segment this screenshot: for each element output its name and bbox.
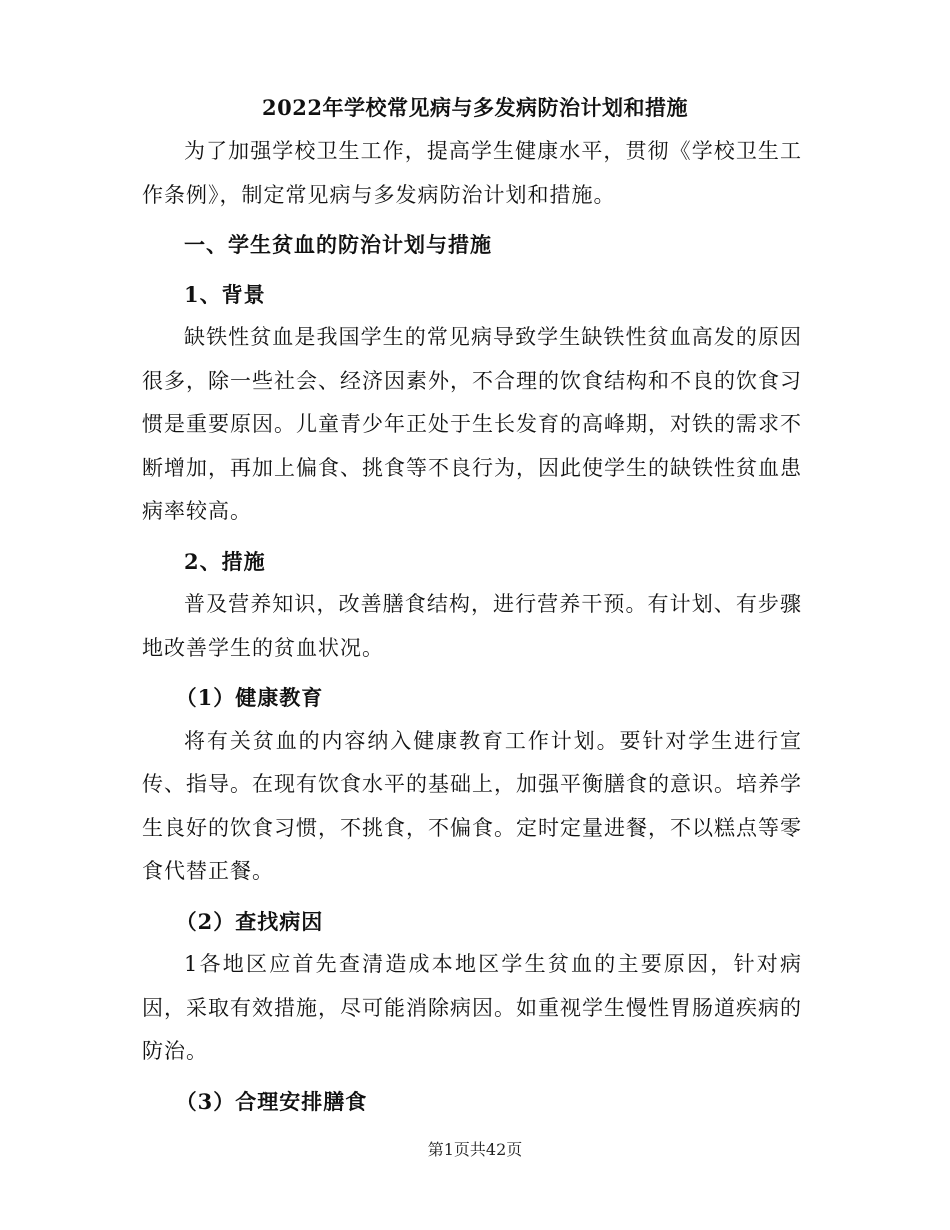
find-cause-paragraph: 1各地区应首先查清造成本地区学生贫血的主要原因，针对病因，采取有效措施，尽可能消除病因。如重视学生慢性胃肠道疾病的防治。 [142, 952, 802, 1063]
document-title: 2022年学校常见病与多发病防治计划和措施 [262, 95, 688, 120]
page-number: 第1页共42页 [427, 1140, 523, 1159]
diet-heading: （3）合理安排膳食 [175, 1088, 368, 1114]
health-education-heading: （1）健康教育 [175, 685, 324, 710]
find-cause-heading: （2）查找病因 [175, 908, 324, 934]
measures-paragraph: 普及营养知识，改善膳食结构，进行营养干预。有计划、有步骤地改善学生的贫血状况。 [142, 592, 802, 660]
health-education-paragraph: 将有关贫血的内容纳入健康教育工作计划。要针对学生进行宣传、指导。在现有饮食水平的基础上，加强平衡膳食的意识。培养学生良好的饮食习惯，不挑食，不偏食。定时定量进餐，不以糕点等零食代替正餐。 [142, 728, 802, 883]
background-heading: 1、背景 [184, 281, 266, 307]
measures-heading: 2、措施 [184, 548, 266, 574]
intro-paragraph: 为了加强学校卫生工作，提高学生健康水平，贯彻《学校卫生工作条例》，制定常见病与多发病防治计划和措施。 [142, 139, 802, 207]
document-body [142, 130, 802, 1123]
section-1-heading: 一、学生贫血的防治计划与措施 [184, 232, 492, 257]
background-paragraph: 缺铁性贫血是我国学生的常见病导致学生缺铁性贫血高发的原因很多，除一些社会、经济因素外，不合理的饮食结构和不良的饮食习惯是重要原因。儿童青少年正处于生长发育的高峰期，对铁的需求不断增加，再加上偏食、挑食等不良行为，因此使学生的缺铁性贫血患病率较高。 [142, 325, 802, 523]
